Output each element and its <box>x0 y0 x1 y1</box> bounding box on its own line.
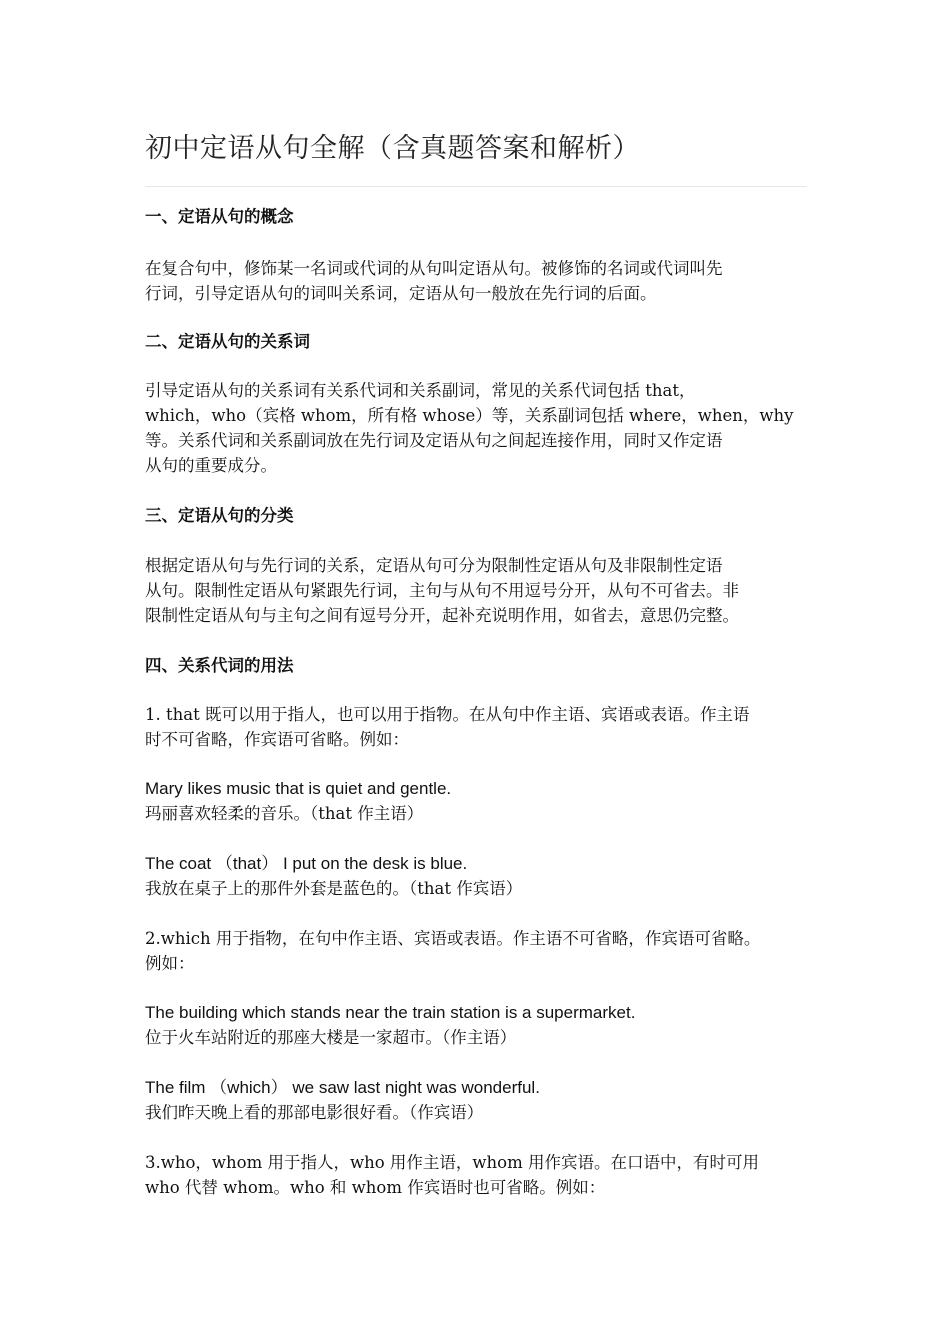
text-line: 等。关系代词和关系副词放在先行词及定语从句之间起连接作用，同时又作定语 <box>145 431 723 450</box>
text-line: 时不可省略，作宾语可省略。例如： <box>145 730 409 749</box>
text-line: who 代替 whom。who 和 whom 作宾语时也可省略。例如： <box>145 1178 606 1197</box>
example-block <box>145 1075 807 1125</box>
text-line: 行词，引导定语从句的词叫关系词，定语从句一般放在先行词的后面。 <box>145 284 657 303</box>
text-line: 限制性定语从句与主句之间有逗号分开，起补充说明作用，如省去，意思仍完整。 <box>145 606 739 625</box>
text-line: 1. that 既可以用于指人，也可以用于指物。在从句中作主语、宾语或表语。作主语 <box>145 705 750 724</box>
example-sentence: Mary likes music that is quiet and gentle. <box>145 779 452 798</box>
example-block <box>145 851 807 901</box>
example-block <box>145 776 807 826</box>
title-divider <box>145 186 807 187</box>
section-heading: 三、定语从句的分类 <box>145 506 294 525</box>
example-translation: 玛丽喜欢轻柔的音乐。（that 作主语） <box>145 804 424 823</box>
example-translation: 我们昨天晚上看的那部电影很好看。（作宾语） <box>145 1103 484 1122</box>
text-line: 例如： <box>145 954 195 973</box>
paragraph <box>145 256 807 306</box>
text-line: which，who（宾格 whom，所有格 whose）等，关系副词包括 where，when，why <box>145 406 794 425</box>
text-line: 引导定语从句的关系词有关系代词和关系副词，常见的关系代词包括 that， <box>145 381 696 400</box>
text-line: 从句。限制性定语从句紧跟先行词，主句与从句不用逗号分开，从句不可省去。非 <box>145 581 739 600</box>
document-title: 初中定语从句全解（含真题答案和解析） <box>145 133 640 164</box>
example-sentence: The building which stands near the train station is a supermarket. <box>145 1003 636 1022</box>
text-line: 从句的重要成分。 <box>145 456 277 475</box>
paragraph <box>145 702 807 752</box>
paragraph <box>145 553 807 628</box>
paragraph <box>145 926 807 976</box>
text-line: 在复合句中，修饰某一名词或代词的从句叫定语从句。被修饰的名词或代词叫先 <box>145 259 723 278</box>
text-line: 2.which 用于指物，在句中作主语、宾语或表语。作主语不可省略，作宾语可省略。 <box>145 929 761 948</box>
example-translation: 我放在桌子上的那件外套是蓝色的。（that 作宾语） <box>145 879 523 898</box>
example-block <box>145 1000 807 1050</box>
example-sentence: The film （which） we saw last night was wonderful. <box>145 1078 540 1097</box>
section-heading: 一、定语从句的概念 <box>145 207 294 226</box>
text-line: 根据定语从句与先行词的关系，定语从句可分为限制性定语从句及非限制性定语 <box>145 556 723 575</box>
example-sentence: The coat （that） I put on the desk is blue. <box>145 854 468 873</box>
example-translation: 位于火车站附近的那座大楼是一家超市。（作主语） <box>145 1028 517 1047</box>
paragraph <box>145 378 807 478</box>
section-heading: 二、定语从句的关系词 <box>145 332 310 351</box>
section-heading: 四、关系代词的用法 <box>145 656 294 675</box>
paragraph <box>145 1150 807 1200</box>
text-line: 3.who，whom 用于指人，who 用作主语，whom 用作宾语。在口语中，有时可用 <box>145 1153 760 1172</box>
